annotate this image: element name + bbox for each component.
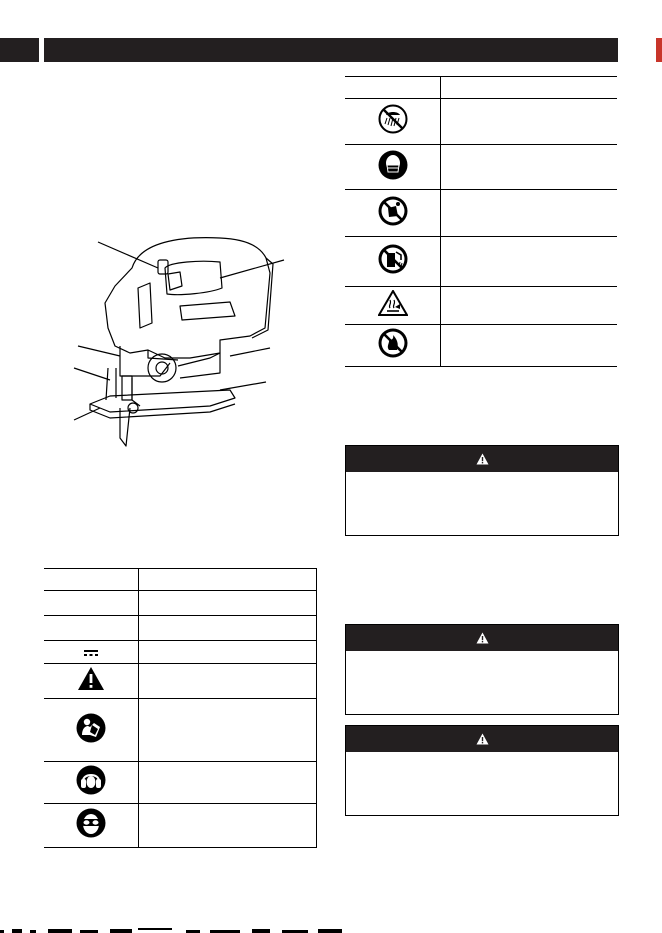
table-row <box>44 616 317 641</box>
warning-box <box>345 445 619 536</box>
table-row <box>44 591 317 616</box>
table-row <box>44 569 317 591</box>
table-row <box>345 99 617 145</box>
table-row <box>44 699 317 762</box>
read-manual-icon <box>76 713 106 743</box>
table-row <box>345 237 617 287</box>
table-row <box>345 287 617 325</box>
respirator-icon <box>378 150 408 180</box>
warning-triangle-icon <box>476 733 489 745</box>
table-row <box>345 145 617 190</box>
warning-header <box>346 446 618 472</box>
warning-triangle-icon <box>476 632 489 644</box>
dc-icon <box>84 650 98 656</box>
warning-triangle-icon <box>77 666 105 691</box>
table-row <box>345 325 617 367</box>
header-accent-tab <box>656 38 662 62</box>
no-water-icon <box>378 244 408 274</box>
left-symbol-table <box>44 568 317 848</box>
no-fire-icon <box>378 328 408 358</box>
eye-protection-icon <box>76 808 106 838</box>
no-rain-icon <box>378 104 408 134</box>
warning-box <box>345 725 619 816</box>
warning-triangle-icon <box>476 453 489 465</box>
warning-header <box>346 726 618 752</box>
jigsaw-illustration <box>70 228 290 450</box>
header-tab-left <box>0 38 39 62</box>
warning-box <box>345 624 619 715</box>
ear-protection-icon <box>76 765 106 795</box>
table-row <box>345 190 617 237</box>
table-row <box>345 77 617 99</box>
no-dispose-icon <box>378 196 408 226</box>
table-row <box>44 664 317 699</box>
table-row <box>44 762 317 804</box>
header-bar <box>44 38 618 62</box>
right-symbol-table <box>345 76 617 367</box>
table-row <box>44 641 317 664</box>
bottom-edge-artifact <box>0 928 662 933</box>
table-row <box>44 804 317 848</box>
hot-surface-icon <box>378 290 408 316</box>
warning-header <box>346 625 618 651</box>
